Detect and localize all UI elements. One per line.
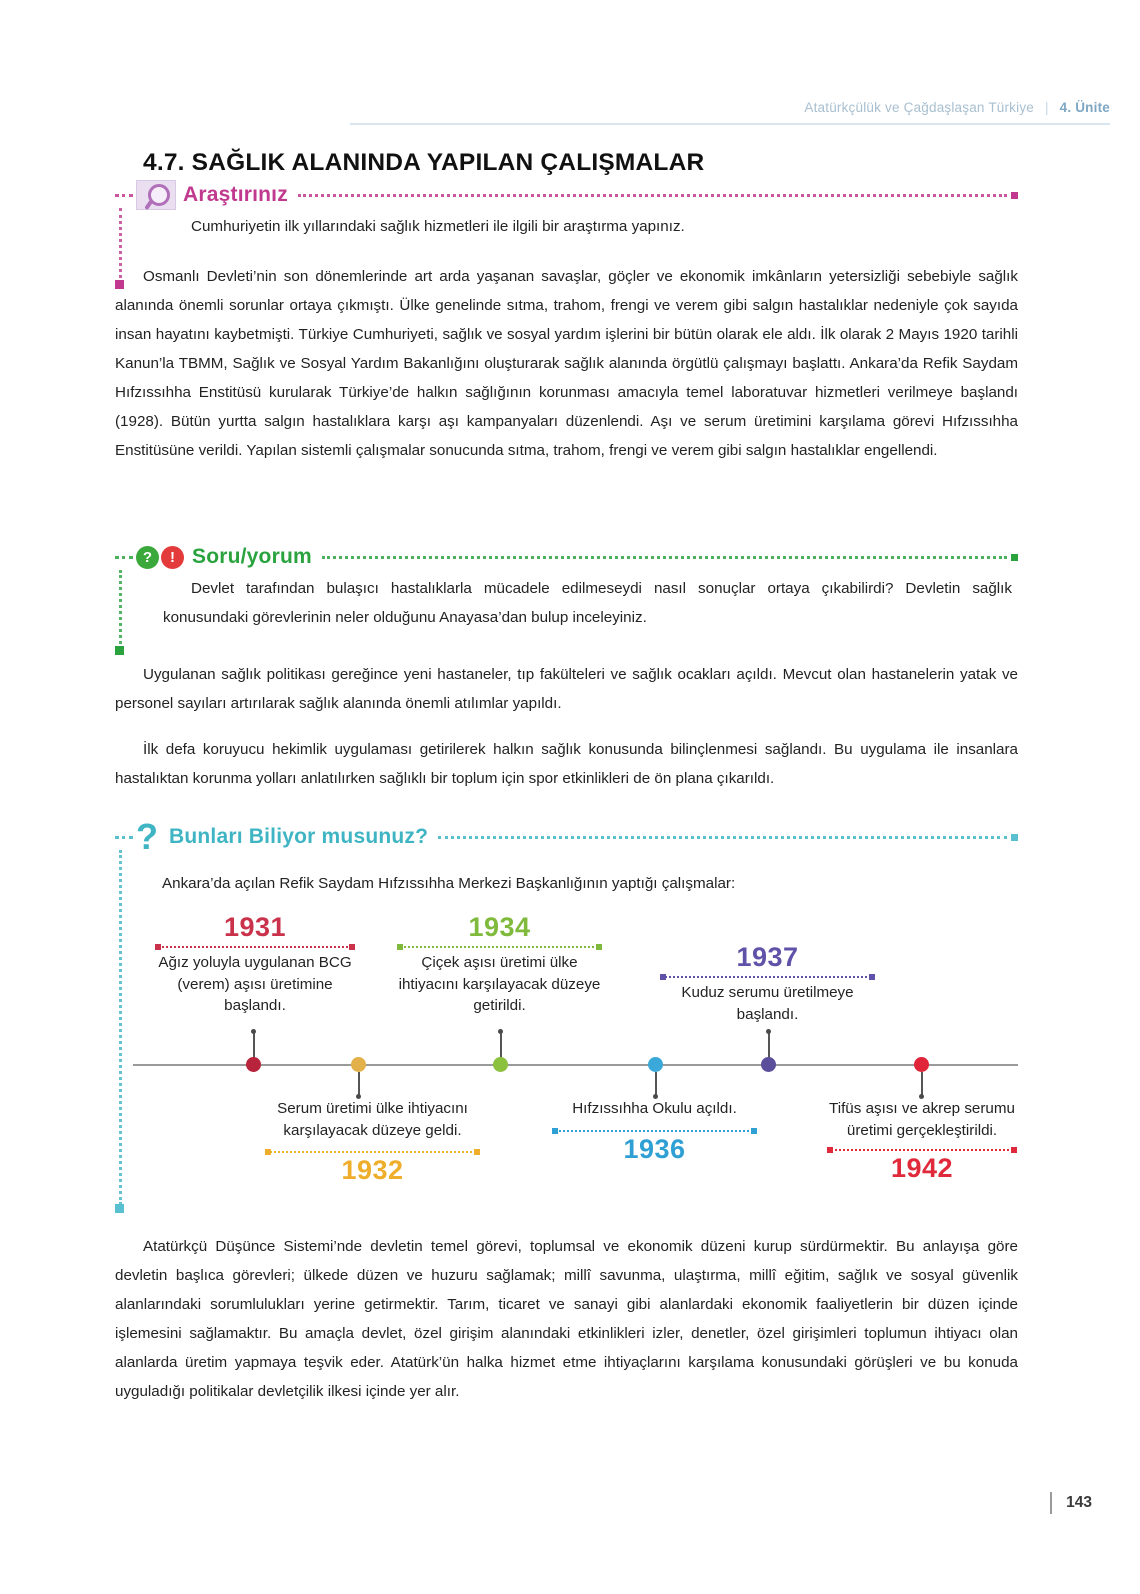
research-callout-leadin: [115, 194, 133, 197]
running-head-separator: |: [1044, 100, 1049, 115]
magnifier-icon: [136, 180, 176, 210]
timeline-dot-1942: [914, 1057, 929, 1072]
timeline-rule-1937: [660, 976, 875, 978]
timeline-stemcap-1931: [251, 1029, 256, 1034]
timeline-stem-1932: [358, 1072, 360, 1096]
research-callout-header: [115, 178, 1018, 212]
page-title: 4.7. SAĞLIK ALANINDA YAPILAN ÇALIŞMALAR: [143, 149, 705, 177]
question-callout-title: Soru/yorum: [192, 545, 312, 568]
question-callout-rail: [119, 570, 122, 650]
paragraph-4: Atatürkçü Düşünce Sistemi’nde devletin temel görevi, toplumsal ve ekonomik düzeni kurup sürdürmektir. Bu anlayışa göre devletin başlıca görevleri; ülkede düzen ve huzuru sağlamak; millî savunma, ulaştırma, millî eğitim, sağlık ve sosyal güvenlik alanlarındaki sorumlulukları yerine getirmektir. Tarım, ticaret ve sanayi gibi alanlardaki ekonomik faaliyetlerin bir düzen içinde işlemesini sağlamaktır. Bu amaçla devlet, özel girişim alanındaki etkinlikleri izler, denetler, özel girişimleri toplumun ihtiyacı olan alanlarda üretim yapmaya teşvik eder. Atatürk’ün halka hizmet etme ihtiyaçlarını karşılama konusundaki görüşleri ve bu konuda uyguladığı politikalar devletçilik ilkesi içinde yer alır.: [115, 1238, 1018, 1400]
research-callout-dotline: [298, 194, 1007, 197]
timeline-rule-1932: [265, 1151, 480, 1153]
running-head: [350, 100, 1110, 121]
question-callout-leadin: [115, 556, 133, 559]
timeline-year-1936: 1936: [623, 1133, 686, 1164]
didyouknow-callout-header: [115, 816, 1018, 858]
running-head-rule: [350, 123, 1110, 125]
exclamation-badge-icon: !: [161, 546, 184, 569]
didyouknow-callout-enddot: [1011, 834, 1018, 841]
timeline-stem-1931: [253, 1031, 255, 1058]
timeline-stem-1936: [655, 1072, 657, 1096]
timeline-axis: [133, 1064, 1018, 1066]
paragraph-1-block: [115, 262, 1018, 465]
question-callout-body: Devlet tarafından bulaşıcı hastalıklarla mücadele edilmeseydi nasıl sonuçlar ortaya çıkabilirdi? Devletin sağlık konusundaki görevlerinin neler olduğunu Anayasa’dan bulup inceleyiniz.: [163, 580, 1012, 626]
question-mark-icon: ?: [136, 816, 158, 858]
timeline-dot-1936: [648, 1057, 663, 1072]
timeline-event-1934: [397, 912, 602, 1017]
research-callout: [115, 178, 1018, 241]
timeline-year-1942: 1942: [890, 1153, 954, 1183]
timeline-event-1931: [155, 912, 355, 1017]
timeline-year-1931: 1931: [223, 912, 287, 942]
running-head-unit-label: 4. Ünite: [1059, 100, 1110, 115]
soru-yorum-icon-group: [136, 546, 184, 569]
timeline-stem-1937: [768, 1031, 770, 1058]
paragraph-3-block: [115, 735, 1018, 793]
timeline-text-1934: Çiçek aşısı üretimi ülke ihtiyacını karşılayacak düzeye getirildi.: [398, 954, 601, 1014]
paragraph-2-block: [115, 660, 1018, 718]
timeline-stem-1942: [921, 1072, 923, 1096]
timeline-text-1937: Kuduz serumu üretilmeye başlandı.: [681, 984, 854, 1023]
research-callout-enddot: [1011, 192, 1018, 199]
timeline-year-1937: 1937: [736, 942, 799, 972]
timeline-year-1932: 1932: [341, 1155, 404, 1185]
timeline-event-1937: [660, 942, 875, 1025]
timeline-stemcap-1937: [766, 1029, 771, 1034]
timeline-dot-1931: [246, 1057, 261, 1072]
question-callout-dotline: [322, 556, 1007, 559]
question-callout: [115, 540, 1018, 632]
timeline-stemcap-1934: [498, 1029, 503, 1034]
timeline-event-1936: [552, 1098, 757, 1165]
timeline-dot-1932: [351, 1057, 366, 1072]
timeline-stem-1934: [500, 1031, 502, 1058]
didyouknow-callout-dotline: [438, 836, 1007, 839]
question-callout-rail-end: [115, 646, 124, 655]
timeline-event-1942: [827, 1098, 1017, 1184]
paragraph-2: Uygulanan sağlık politikası gereğince yeni hastaneler, tıp fakülteleri ve sağlık ocakları açıldı. Mevcut olan hastanelerin yatak ve personel sayıları artırılarak sağlık alanında önemli atılımlar yapıldı.: [115, 666, 1018, 712]
question-callout-header: [115, 540, 1018, 574]
running-head-unit-title: Atatürkçülük ve Çağdaşlaşan Türkiye: [804, 100, 1034, 115]
research-callout-body: Cumhuriyetin ilk yıllarındaki sağlık hizmetleri ile ilgili bir araştırma yapınız.: [191, 218, 685, 235]
question-badge-icon: ?: [136, 546, 159, 569]
timeline-chart: [115, 900, 1018, 1230]
timeline-text-1936: Hıfzıssıhha Okulu açıldı.: [572, 1100, 737, 1117]
page-number: 143: [1050, 1492, 1092, 1514]
research-callout-title: Araştırınız: [183, 183, 288, 206]
timeline-text-1932: Serum üretimi ülke ihtiyacını karşılayacak düzeye geldi.: [277, 1100, 468, 1139]
timeline-rule-1934: [397, 946, 602, 948]
timeline-intro: Ankara’da açılan Refik Saydam Hıfzıssıhha Merkezi Başkanlığının yaptığı çalışmalar:: [162, 875, 736, 892]
didyouknow-callout-leadin: [115, 836, 133, 839]
timeline-rule-1942: [827, 1149, 1017, 1151]
paragraph-1: Osmanlı Devleti’nin son dönemlerinde art arda yaşanan savaşlar, göçler ve ekonomik imkânların yetersizliği sebebiyle sağlık alanında önemli sorunlar ortaya çıkmıştı. Ülke genelinde sıtma, trahom, frengi ve verem gibi salgın hastalıklar nedeniyle çok sayıda insan hayatını kaybetmişti. Türkiye Cumhuriyeti, sağlık ve sosyal yardım işlerini bir bütün olarak ele aldı. İlk olarak 2 Mayıs 1920 tarihli Kanun’la TBMM, Sağlık ve Sosyal Yardım Bakanlığını oluşturarak sağlık alanında örgütlü çalışmayı başlattı. Ankara’da Refik Saydam Hıfzıssıhha Enstitüsü kurularak Türkiye’de halkın sağlığının korunması amacıyla temel laboratuvar hizmetleri verilmeye başlandı (1928). Bütün yurtta salgın hastalıklara karşı aşı kampanyaları düzenlendi. Aşı ve serum üretimini karşılama görevi Hıfzıssıhha Enstitüsüne verildi. Yapılan sistemli çalışmalar sonucunda sıtma, trahom, frengi ve verem gibi salgın hastalıklar engellendi.: [115, 268, 1018, 459]
timeline-dot-1934: [493, 1057, 508, 1072]
paragraph-3: İlk defa koruyucu hekimlik uygulaması getirilerek halkın sağlık konusunda bilinçlenmesi sağlandı. Bu uygulama ile insanlara hastalıktan korunma yolları anlatılırken sağlıklı bir toplum için spor etkinlikleri de ön plana çıkarıldı.: [115, 741, 1018, 787]
timeline-rule-1931: [155, 946, 355, 948]
timeline-dot-1937: [761, 1057, 776, 1072]
timeline-text-1931: Ağız yoluyla uygulanan BCG (verem) aşısı üretimine başlandı.: [158, 954, 352, 1014]
timeline-text-1942: Tifüs aşısı ve akrep serumu üretimi gerçekleştirildi.: [829, 1100, 1015, 1139]
didyouknow-callout-title: Bunları Biliyor musunuz?: [169, 825, 429, 848]
didyouknow-callout: [115, 816, 1018, 858]
timeline-rule-1936: [552, 1130, 757, 1132]
paragraph-4-block: [115, 1232, 1018, 1406]
timeline-event-1932: [265, 1098, 480, 1186]
timeline-year-1934: 1934: [468, 912, 531, 942]
question-callout-enddot: [1011, 554, 1018, 561]
